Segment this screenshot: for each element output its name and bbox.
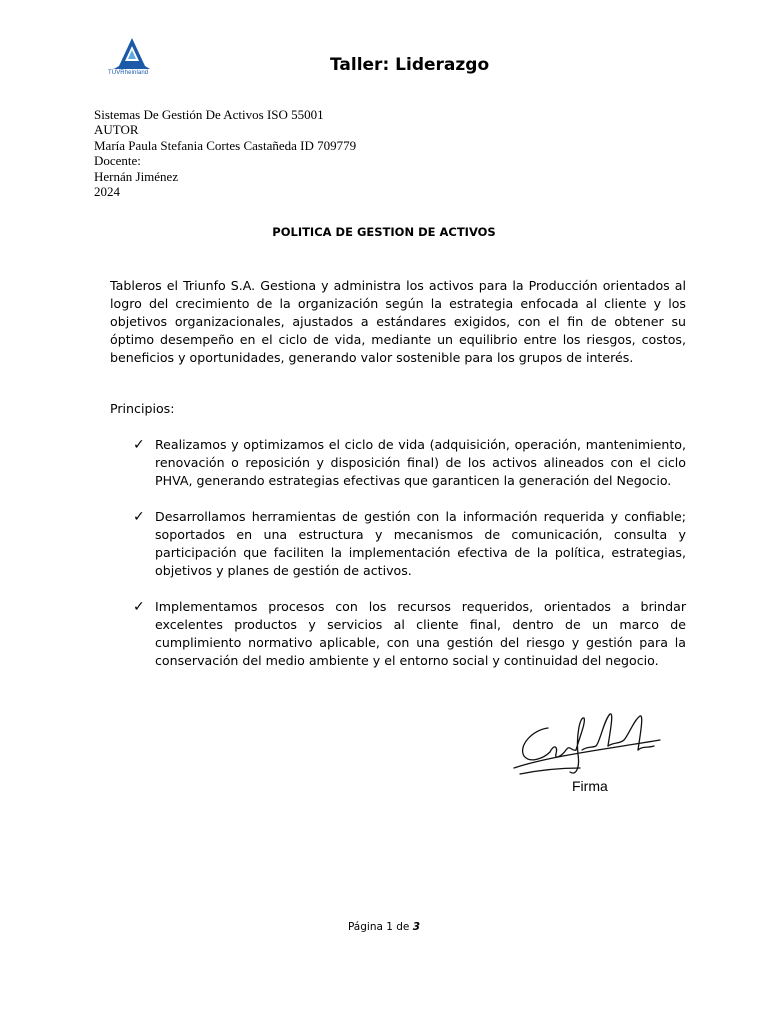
handwritten-signature-icon [510, 706, 670, 786]
checkmark-icon: ✓ [133, 437, 145, 453]
document-title: Taller: Liderazgo [330, 55, 490, 75]
principles-label: Principios: [110, 401, 175, 416]
page-footer [0, 921, 768, 933]
section-heading: POLITICA DE GESTION DE ACTIVOS [272, 225, 496, 239]
meta-author-label: AUTOR [94, 122, 139, 138]
checkmark-icon: ✓ [133, 599, 145, 615]
principle-item [133, 598, 686, 670]
meta-author-name: María Paula Stefania Cortes Castañeda ID 709779 [94, 137, 357, 153]
principle-item [133, 436, 686, 490]
document-meta [94, 107, 356, 199]
page-total: 3 [412, 921, 421, 933]
intro-paragraph: Tableros el Triunfo S.A. Gestiona y administra los activos para la Producción orientados al logro del crecimiento de la organización según la estrategia enfocada al cliente y los objetivos organizacionales, ajustados a estándares exigidos, con el fin de obtener su óptimo desempeño en el ciclo de vida, mediante un equilibrio entre los riesgos, costos, beneficios y oportunidades, generando valor sostenible para los grupos de interés. [110, 278, 686, 365]
principle-text: Implementamos procesos con los recursos requeridos, orientados a brindar excelentes productos y servicios al cliente final, dentro de un marco de cumplimiento normativo aplicable, con una gestión del riesgo y gestión para la conservación del medio ambiente y el entorno social y continuidad del negocio. [155, 599, 686, 668]
meta-teacher-label: Docente: [94, 153, 141, 169]
principle-text: Desarrollamos herramientas de gestión con la información requerida y confiable; soportados en una estructura y mecanismos de comunicación, consulta y participación que faciliten la implementación efectiva de la política, estrategias, objetivos y planes de gestión de activos. [155, 509, 686, 578]
page-number-prefix: Página 1 de [347, 921, 413, 933]
meta-course: Sistemas De Gestión De Activos ISO 55001 [94, 107, 324, 122]
meta-teacher-name: Hernán Jiménez [94, 168, 179, 184]
meta-year: 2024 [94, 184, 120, 200]
principle-item [133, 508, 686, 580]
signature-label: Firma [572, 778, 608, 794]
principle-text: Realizamos y optimizamos el ciclo de vida (adquisición, operación, mantenimiento, renovación o reposición y disposición final) de los activos alineados con el ciclo PHVA, generando estrategias efectivas que garanticen la generación del Negocio. [155, 437, 686, 488]
checkmark-icon: ✓ [133, 509, 145, 525]
logo-text: TÜVRheinland [108, 70, 149, 76]
